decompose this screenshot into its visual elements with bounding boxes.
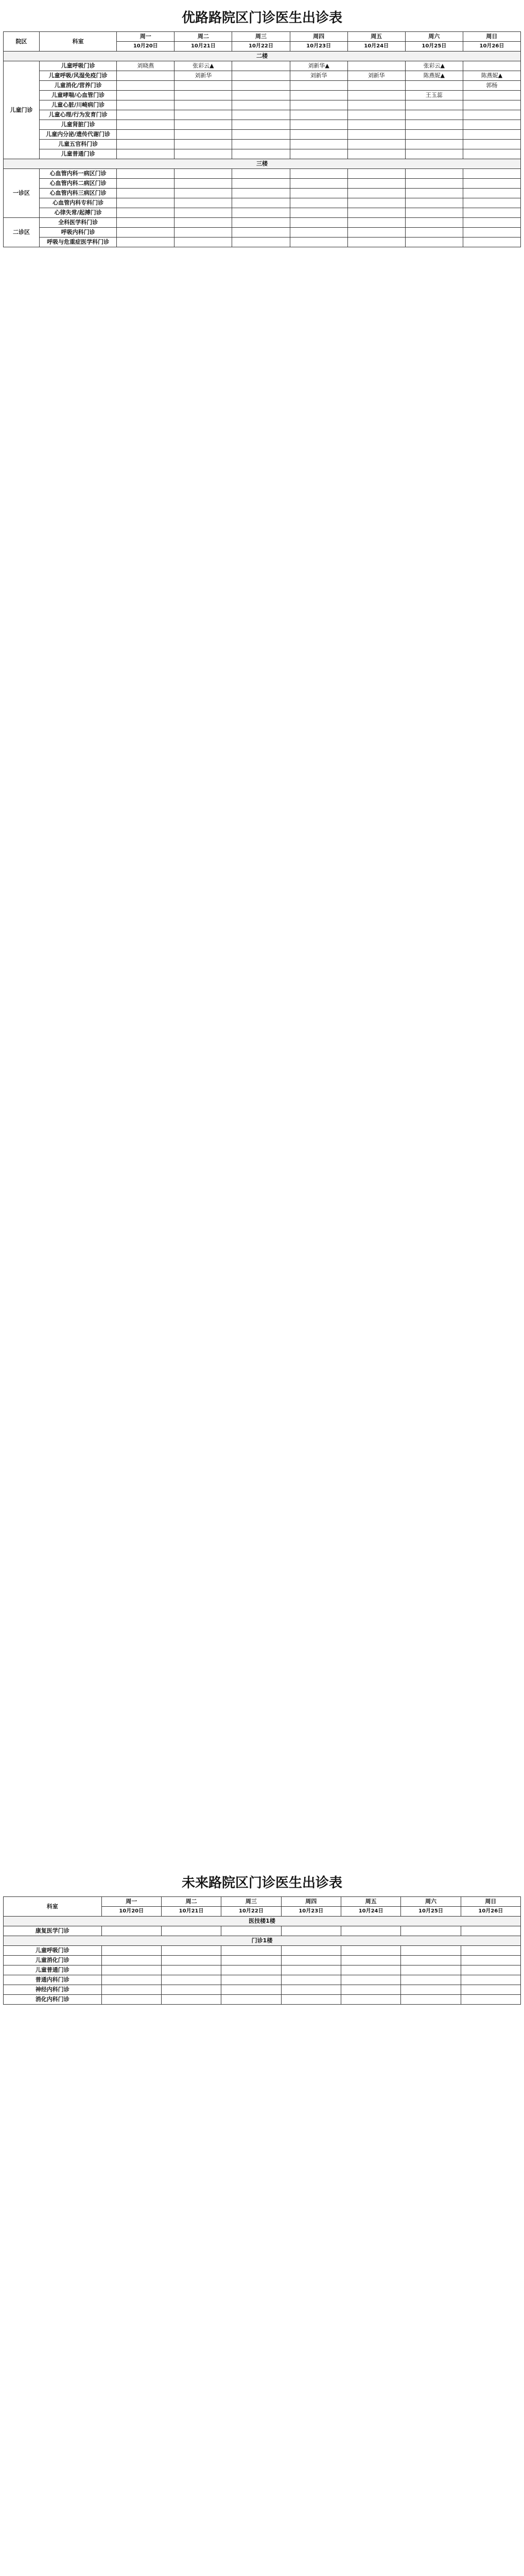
doctor-cell bbox=[161, 1995, 221, 2005]
dept-cell: 神经内科门诊 bbox=[4, 1985, 102, 1995]
doctor-cell bbox=[347, 140, 405, 149]
table-row bbox=[4, 228, 521, 238]
doctor-cell bbox=[281, 1956, 341, 1965]
doctor-cell bbox=[463, 100, 520, 110]
date-header: 10月26日 bbox=[461, 1907, 520, 1917]
doctor-cell bbox=[463, 218, 520, 228]
doctor-cell bbox=[232, 130, 290, 140]
doctor-cell bbox=[101, 1985, 161, 1995]
table-row bbox=[4, 61, 521, 71]
doctor-cell bbox=[117, 100, 174, 110]
day-header: 周六 bbox=[401, 1897, 461, 1907]
doctor-cell bbox=[347, 208, 405, 218]
day-header: 周三 bbox=[221, 1897, 281, 1907]
doctor-cell bbox=[405, 149, 463, 159]
doctor-cell bbox=[341, 1946, 400, 1956]
date-header: 10月25日 bbox=[401, 1907, 461, 1917]
doctor-cell bbox=[347, 91, 405, 100]
doctor-cell bbox=[341, 1956, 400, 1965]
doctor-cell bbox=[221, 1926, 281, 1936]
doctor-cell bbox=[101, 1975, 161, 1985]
doctor-cell bbox=[405, 189, 463, 198]
dept-cell: 呼吸与危重症医学科门诊 bbox=[40, 238, 117, 247]
doctor-cell bbox=[161, 1926, 221, 1936]
section-label: 门诊1楼 bbox=[4, 1936, 521, 1946]
doctor-cell bbox=[221, 1956, 281, 1965]
doctor-cell bbox=[405, 81, 463, 91]
doctor-cell bbox=[461, 1956, 520, 1965]
doctor-cell bbox=[401, 1985, 461, 1995]
day-header: 周日 bbox=[463, 32, 520, 42]
doctor-cell bbox=[232, 198, 290, 208]
table-row bbox=[4, 189, 521, 198]
doctor-cell bbox=[174, 91, 232, 100]
dept-cell: 心血管内科一病区门诊 bbox=[40, 169, 117, 179]
table-row bbox=[4, 1956, 521, 1965]
dept-cell: 心血管内科三病区门诊 bbox=[40, 189, 117, 198]
day-header: 周三 bbox=[232, 32, 290, 42]
doctor-cell bbox=[463, 110, 520, 120]
table-row bbox=[4, 1975, 521, 1985]
doctor-cell bbox=[232, 110, 290, 120]
doctor-cell bbox=[232, 218, 290, 228]
table-row bbox=[4, 169, 521, 179]
dept-cell: 儿童普通门诊 bbox=[40, 149, 117, 159]
doctor-cell bbox=[174, 189, 232, 198]
header-row bbox=[4, 32, 521, 42]
day-header: 周日 bbox=[461, 1897, 520, 1907]
doctor-cell bbox=[174, 110, 232, 120]
doctor-cell bbox=[221, 1975, 281, 1985]
doctor-cell bbox=[221, 1946, 281, 1956]
day-header: 周四 bbox=[281, 1897, 341, 1907]
table-row bbox=[4, 238, 521, 247]
doctor-cell bbox=[347, 179, 405, 189]
doctor-cell bbox=[117, 228, 174, 238]
doctor-cell bbox=[232, 71, 290, 81]
doctor-cell bbox=[117, 169, 174, 179]
doctor-cell bbox=[401, 1995, 461, 2005]
doctor-cell bbox=[290, 81, 347, 91]
doctor-cell bbox=[117, 179, 174, 189]
table-row bbox=[4, 179, 521, 189]
doctor-cell bbox=[101, 1995, 161, 2005]
date-header: 10月23日 bbox=[290, 42, 347, 52]
doctor-cell bbox=[174, 100, 232, 110]
doctor-cell bbox=[405, 120, 463, 130]
table-row bbox=[4, 1965, 521, 1975]
doctor-cell bbox=[463, 120, 520, 130]
doctor-cell bbox=[401, 1956, 461, 1965]
dept-cell: 心血管内科专科门诊 bbox=[40, 198, 117, 208]
doctor-cell bbox=[281, 1965, 341, 1975]
top-schedule bbox=[3, 0, 521, 247]
doctor-cell bbox=[161, 1975, 221, 1985]
doctor-cell bbox=[347, 198, 405, 208]
doctor-cell bbox=[461, 1995, 520, 2005]
doctor-cell bbox=[232, 61, 290, 71]
doctor-cell bbox=[290, 218, 347, 228]
doctor-cell bbox=[232, 208, 290, 218]
doctor-cell bbox=[463, 198, 520, 208]
dept-cell: 儿童内分泌/遗传代谢门诊 bbox=[40, 130, 117, 140]
doctor-cell bbox=[401, 1926, 461, 1936]
date-header: 10月21日 bbox=[161, 1907, 221, 1917]
doctor-cell bbox=[290, 130, 347, 140]
date-header: 10月22日 bbox=[232, 42, 290, 52]
doctor-cell bbox=[341, 1985, 400, 1995]
doctor-cell bbox=[463, 169, 520, 179]
doctor-cell bbox=[232, 91, 290, 100]
doctor-cell bbox=[174, 169, 232, 179]
doctor-cell bbox=[161, 1946, 221, 1956]
bottom-table bbox=[3, 1896, 521, 2005]
table-row bbox=[4, 218, 521, 228]
doctor-cell: 刘新华▲ bbox=[290, 61, 347, 71]
day-header: 周二 bbox=[161, 1897, 221, 1907]
table-row bbox=[4, 198, 521, 208]
bottom-title: 未来路院区门诊医生出诊表 bbox=[181, 1875, 342, 1891]
day-header: 周五 bbox=[341, 1897, 400, 1907]
doctor-cell bbox=[117, 198, 174, 208]
date-header: 10月20日 bbox=[117, 42, 174, 52]
doctor-cell bbox=[290, 179, 347, 189]
doctor-cell bbox=[463, 130, 520, 140]
doctor-cell bbox=[232, 100, 290, 110]
area-cell: 一诊区 bbox=[4, 169, 40, 218]
doctor-cell bbox=[463, 149, 520, 159]
doctor-cell bbox=[232, 149, 290, 159]
date-header: 10月22日 bbox=[221, 1907, 281, 1917]
day-header: 周六 bbox=[405, 32, 463, 42]
doctor-cell bbox=[290, 189, 347, 198]
doctor-cell bbox=[463, 61, 520, 71]
doctor-cell bbox=[232, 189, 290, 198]
doctor-cell bbox=[341, 1995, 400, 2005]
doctor-cell bbox=[221, 1995, 281, 2005]
doctor-cell bbox=[405, 208, 463, 218]
doctor-cell bbox=[341, 1975, 400, 1985]
top-table bbox=[3, 31, 521, 247]
doctor-cell bbox=[463, 140, 520, 149]
doctor-cell bbox=[232, 169, 290, 179]
doctor-cell bbox=[232, 120, 290, 130]
doctor-cell bbox=[117, 120, 174, 130]
doctor-cell bbox=[347, 218, 405, 228]
doctor-cell bbox=[174, 179, 232, 189]
area-header: 院区 bbox=[4, 32, 40, 52]
bottom-schedule bbox=[3, 1865, 521, 2005]
dept-cell: 心血管内科二病区门诊 bbox=[40, 179, 117, 189]
doctor-cell: 陈燕妮▲ bbox=[405, 71, 463, 81]
dept-cell: 儿童消化门诊 bbox=[4, 1956, 102, 1965]
doctor-cell bbox=[405, 140, 463, 149]
doctor-cell bbox=[101, 1926, 161, 1936]
doctor-cell bbox=[463, 91, 520, 100]
dept-cell: 康复医学门诊 bbox=[4, 1926, 102, 1936]
table-row bbox=[4, 81, 521, 91]
doctor-cell bbox=[461, 1926, 520, 1936]
section-label: 医技楼1楼 bbox=[4, 1917, 521, 1926]
doctor-cell bbox=[232, 238, 290, 247]
doctor-cell bbox=[463, 238, 520, 247]
doctor-cell bbox=[174, 140, 232, 149]
doctor-cell bbox=[341, 1926, 400, 1936]
doctor-cell bbox=[461, 1985, 520, 1995]
table-row bbox=[4, 91, 521, 100]
doctor-cell: 张彩云▲ bbox=[174, 61, 232, 71]
doctor-cell: 刘新华 bbox=[347, 71, 405, 81]
area-cell: 儿童门诊 bbox=[4, 61, 40, 159]
doctor-cell bbox=[290, 228, 347, 238]
doctor-cell bbox=[405, 110, 463, 120]
doctor-cell bbox=[290, 100, 347, 110]
table-row bbox=[4, 100, 521, 110]
doctor-cell bbox=[232, 179, 290, 189]
table-row bbox=[4, 208, 521, 218]
doctor-cell bbox=[281, 1926, 341, 1936]
dept-cell: 儿童普通门诊 bbox=[4, 1965, 102, 1975]
doctor-cell bbox=[290, 198, 347, 208]
doctor-cell bbox=[347, 149, 405, 159]
date-header: 10月23日 bbox=[281, 1907, 341, 1917]
doctor-cell bbox=[101, 1946, 161, 1956]
day-header: 周五 bbox=[347, 32, 405, 42]
dept-header: 科室 bbox=[4, 1897, 102, 1917]
doctor-cell bbox=[290, 208, 347, 218]
date-header: 10月24日 bbox=[347, 42, 405, 52]
doctor-cell bbox=[401, 1965, 461, 1975]
doctor-cell bbox=[463, 208, 520, 218]
table-row bbox=[4, 120, 521, 130]
doctor-cell bbox=[221, 1965, 281, 1975]
dept-cell: 儿童哮喘/心血管门诊 bbox=[40, 91, 117, 100]
doctor-cell bbox=[290, 149, 347, 159]
doctor-cell bbox=[405, 228, 463, 238]
doctor-cell bbox=[405, 100, 463, 110]
dept-cell: 儿童五官科门诊 bbox=[40, 140, 117, 149]
dept-cell: 儿童心脏/川崎病门诊 bbox=[40, 100, 117, 110]
doctor-cell bbox=[101, 1965, 161, 1975]
doctor-cell bbox=[117, 110, 174, 120]
doctor-cell bbox=[221, 1985, 281, 1995]
doctor-cell bbox=[290, 91, 347, 100]
doctor-cell bbox=[290, 110, 347, 120]
doctor-cell bbox=[232, 228, 290, 238]
doctor-cell bbox=[281, 1975, 341, 1985]
table-row bbox=[4, 140, 521, 149]
table-row bbox=[4, 1995, 521, 2005]
doctor-cell bbox=[117, 208, 174, 218]
date-header: 10月20日 bbox=[101, 1907, 161, 1917]
doctor-cell bbox=[405, 179, 463, 189]
doctor-cell bbox=[117, 71, 174, 81]
dept-cell: 消化内科门诊 bbox=[4, 1995, 102, 2005]
doctor-cell bbox=[347, 238, 405, 247]
section-row bbox=[4, 159, 521, 169]
doctor-cell bbox=[101, 1956, 161, 1965]
dept-cell: 儿童肾脏门诊 bbox=[40, 120, 117, 130]
dept-cell: 儿童呼吸门诊 bbox=[4, 1946, 102, 1956]
dept-cell: 普通内科门诊 bbox=[4, 1975, 102, 1985]
table-row bbox=[4, 130, 521, 140]
header-row bbox=[4, 1897, 521, 1907]
doctor-cell bbox=[347, 169, 405, 179]
doctor-cell bbox=[290, 120, 347, 130]
doctor-cell bbox=[117, 189, 174, 198]
doctor-cell: 刘晓燕 bbox=[117, 61, 174, 71]
table-row bbox=[4, 149, 521, 159]
doctor-cell bbox=[161, 1956, 221, 1965]
day-header: 周一 bbox=[117, 32, 174, 42]
dept-cell: 呼吸内科门诊 bbox=[40, 228, 117, 238]
dept-cell: 全科医学科门诊 bbox=[40, 218, 117, 228]
dept-cell: 儿童心理/行为发育门诊 bbox=[40, 110, 117, 120]
dept-header: 科室 bbox=[40, 32, 117, 52]
day-header: 周四 bbox=[290, 32, 347, 42]
section-row bbox=[4, 1936, 521, 1946]
doctor-cell bbox=[347, 130, 405, 140]
doctor-cell bbox=[232, 140, 290, 149]
doctor-cell: 刘新华 bbox=[290, 71, 347, 81]
doctor-cell bbox=[347, 81, 405, 91]
doctor-cell bbox=[174, 198, 232, 208]
doctor-cell: 刘新华 bbox=[174, 71, 232, 81]
date-header: 10月21日 bbox=[174, 42, 232, 52]
doctor-cell bbox=[461, 1946, 520, 1956]
top-title: 优路路院区门诊医生出诊表 bbox=[181, 10, 342, 26]
doctor-cell bbox=[347, 100, 405, 110]
doctor-cell: 郭杨 bbox=[463, 81, 520, 91]
doctor-cell bbox=[401, 1975, 461, 1985]
doctor-cell bbox=[161, 1985, 221, 1995]
doctor-cell bbox=[232, 81, 290, 91]
doctor-cell bbox=[461, 1965, 520, 1975]
table-row bbox=[4, 71, 521, 81]
doctor-cell bbox=[347, 110, 405, 120]
doctor-cell bbox=[405, 169, 463, 179]
doctor-cell bbox=[347, 189, 405, 198]
doctor-cell bbox=[347, 120, 405, 130]
section-row bbox=[4, 1917, 521, 1926]
doctor-cell bbox=[117, 81, 174, 91]
table-row bbox=[4, 1946, 521, 1956]
doctor-cell bbox=[347, 228, 405, 238]
doctor-cell bbox=[463, 189, 520, 198]
doctor-cell bbox=[117, 130, 174, 140]
doctor-cell bbox=[401, 1946, 461, 1956]
doctor-cell bbox=[463, 179, 520, 189]
doctor-cell bbox=[117, 218, 174, 228]
dept-cell: 儿童呼吸门诊 bbox=[40, 61, 117, 71]
day-header: 周一 bbox=[101, 1897, 161, 1907]
doctor-cell bbox=[281, 1985, 341, 1995]
doctor-cell bbox=[290, 238, 347, 247]
date-header: 10月26日 bbox=[463, 42, 520, 52]
doctor-cell bbox=[405, 198, 463, 208]
section-label: 三楼 bbox=[4, 159, 521, 169]
dept-cell: 心律失常/起搏门诊 bbox=[40, 208, 117, 218]
doctor-cell bbox=[117, 140, 174, 149]
doctor-cell bbox=[174, 228, 232, 238]
doctor-cell bbox=[290, 169, 347, 179]
section-row bbox=[4, 52, 521, 61]
date-header: 10月24日 bbox=[341, 1907, 400, 1917]
doctor-cell bbox=[174, 218, 232, 228]
doctor-cell bbox=[281, 1946, 341, 1956]
doctor-cell: 陈燕妮▲ bbox=[463, 71, 520, 81]
doctor-cell bbox=[405, 218, 463, 228]
date-header: 10月25日 bbox=[405, 42, 463, 52]
doctor-cell bbox=[117, 238, 174, 247]
doctor-cell bbox=[341, 1965, 400, 1975]
table-row bbox=[4, 1926, 521, 1936]
doctor-cell bbox=[174, 120, 232, 130]
doctor-cell bbox=[290, 140, 347, 149]
doctor-cell bbox=[405, 238, 463, 247]
doctor-cell bbox=[174, 130, 232, 140]
area-cell: 二诊区 bbox=[4, 218, 40, 247]
doctor-cell bbox=[463, 228, 520, 238]
dept-cell: 儿童呼吸/风湿免疫门诊 bbox=[40, 71, 117, 81]
doctor-cell bbox=[174, 238, 232, 247]
dept-cell: 儿童消化/营养门诊 bbox=[40, 81, 117, 91]
doctor-cell bbox=[174, 149, 232, 159]
doctor-cell bbox=[461, 1975, 520, 1985]
table-row bbox=[4, 110, 521, 120]
doctor-cell bbox=[405, 130, 463, 140]
doctor-cell bbox=[117, 91, 174, 100]
doctor-cell: 王玉蕊 bbox=[405, 91, 463, 100]
table-row bbox=[4, 1985, 521, 1995]
doctor-cell bbox=[174, 81, 232, 91]
doctor-cell: 张彩云▲ bbox=[405, 61, 463, 71]
doctor-cell bbox=[347, 61, 405, 71]
doctor-cell bbox=[117, 149, 174, 159]
doctor-cell bbox=[174, 208, 232, 218]
day-header: 周二 bbox=[174, 32, 232, 42]
section-label: 二楼 bbox=[4, 52, 521, 61]
doctor-cell bbox=[281, 1995, 341, 2005]
doctor-cell bbox=[161, 1965, 221, 1975]
